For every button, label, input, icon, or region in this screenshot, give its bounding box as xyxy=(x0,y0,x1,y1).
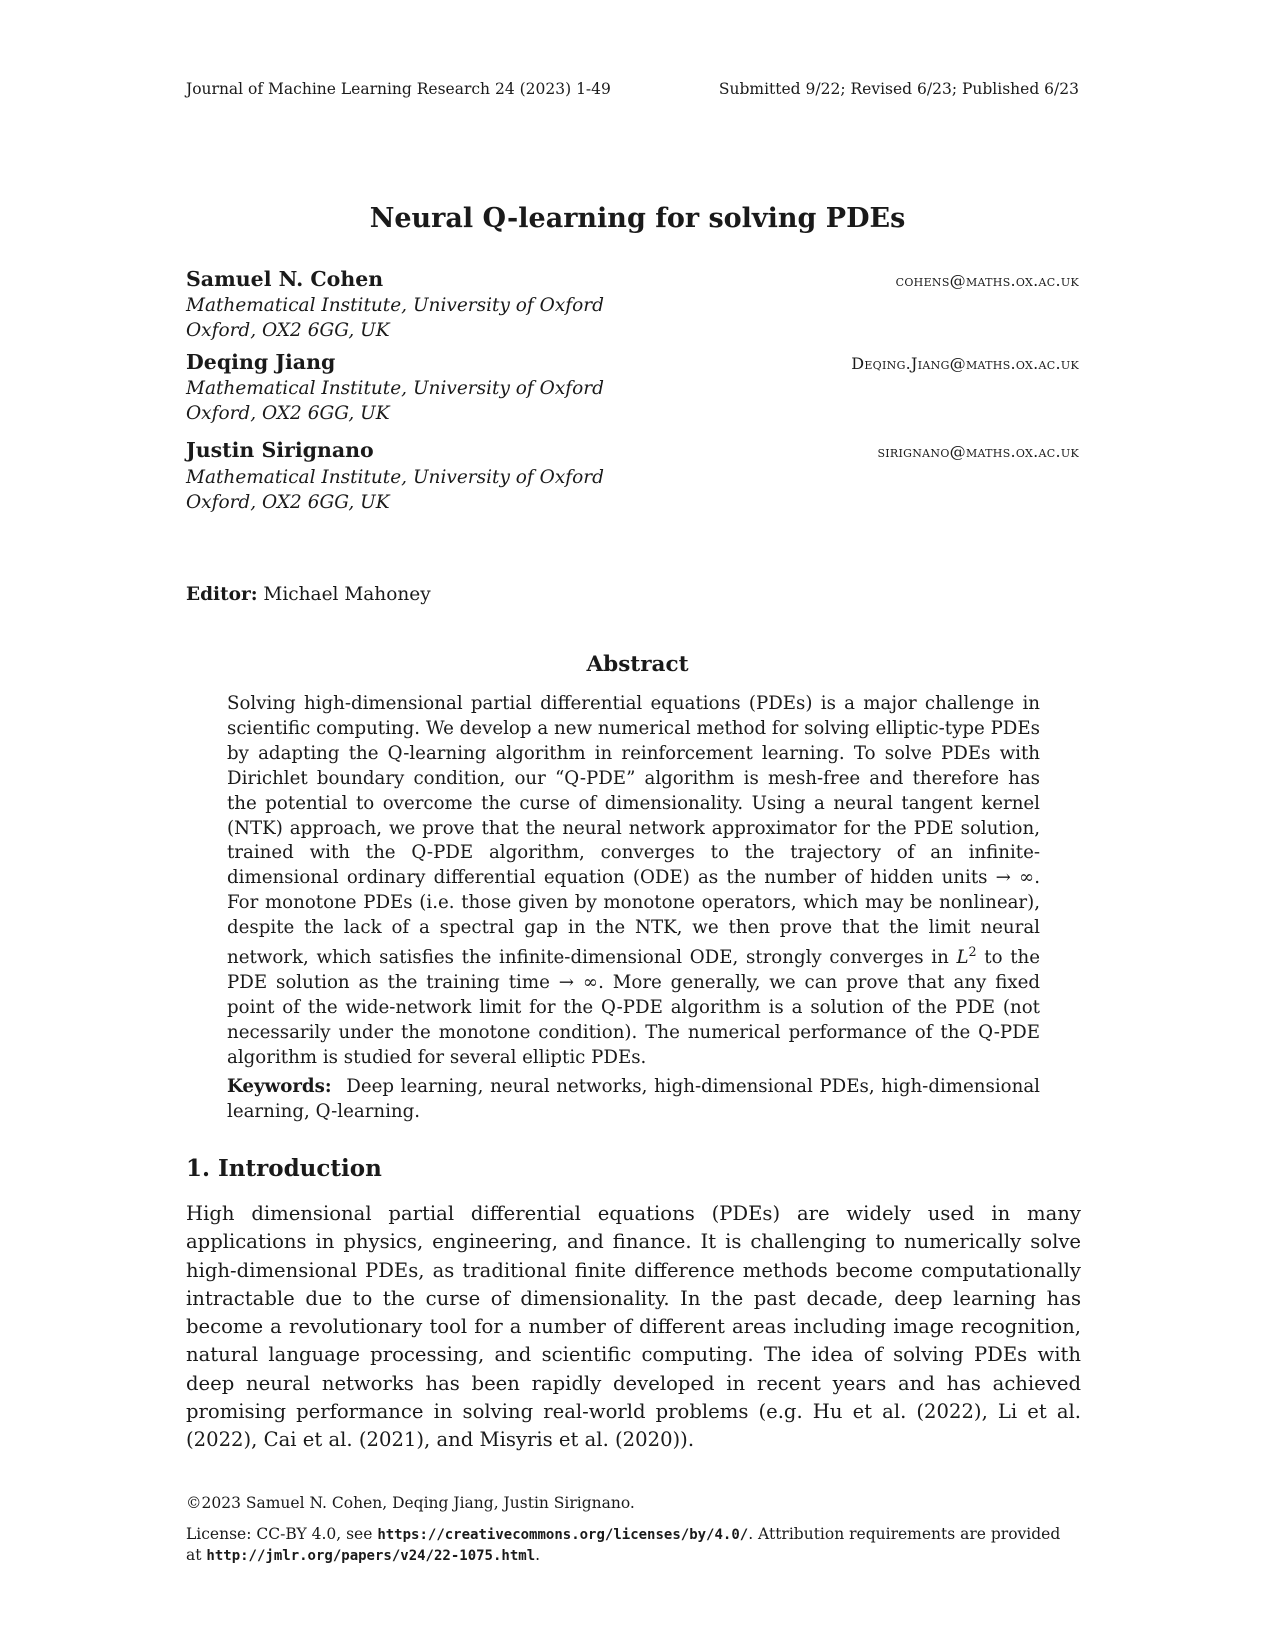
author-name: Justin Sirignano xyxy=(186,438,374,462)
math-symbol: L xyxy=(956,947,969,969)
abstract-text: Solving high-dimensional partial differential equations (PDEs) is a major challenge in scientific computing. We develop a new numerical method for solving elliptic-type PDEs by adapting the Q-learning algorithm in reinforcement learning. To solve PDEs with Dirichlet boundary condition, our “Q-PDE” algorithm is mesh-free and therefore has the potential to overcome the curse of dimensionality. Using a neural tangent kernel (NTK) approach, we prove that the neural network approximator for the PDE solution, trained with the Q-PDE algorithm, converges to the trajectory of an infinite-dimensional ordinary differential equation (ODE) as the number of hidden units → ∞. For monotone PDEs (i.e. those given by monotone operators, which may be nonlinear), despite the lack of a spectral gap in the NTK, we then prove that the limit neural network, which satisfies the infinite-dimensional ODE, strongly converges in xyxy=(227,693,1040,969)
paper-title: Neural Q-learning for solving PDEs xyxy=(369,203,906,234)
author-name: Deqing Jiang xyxy=(186,350,336,374)
keywords-text: Deep learning, neural networks, high-dimensional PDEs, high-dimensional learning, Q-learning. xyxy=(227,1076,1040,1122)
editor-name: Michael Mahoney xyxy=(263,584,431,605)
license-link[interactable]: https://creativecommons.org/licenses/by/4.0/ xyxy=(377,1527,749,1543)
attribution-link[interactable]: http://jmlr.org/papers/v24/22-1075.html xyxy=(206,1548,536,1564)
abstract-title: Abstract xyxy=(586,652,689,677)
introduction-body: High dimensional partial differential equations (PDEs) are widely used in many applications in physics, engineering, and finance. It is challenging to numerically solve high-dimensional PDEs, as traditional finite difference methods become computationally intractable due to the curse of dimensionality. In the past decade, deep learning has become a revolutionary tool for a number of different areas including image recognition, natural language processing, and scientific computing. The idea of solving PDEs with deep neural networks has been rapidly developed in recent years and has achieved promising performance in solving real-world problems (e.g. Hu et al. (2022), Li et al. (2022), Cai et al. (2021), and Misyris et al. (2020)). xyxy=(186,1202,1081,1452)
author-affiliation xyxy=(186,465,604,515)
affiliation-line: Oxford, OX2 6GG, UK xyxy=(186,320,390,341)
section-title: 1. Introduction xyxy=(186,1155,382,1182)
author-affiliation xyxy=(186,293,604,343)
affiliation-line: Mathematical Institute, University of Oxford xyxy=(186,295,604,316)
copyright-notice: ©2023 Samuel N. Cohen, Deqing Jiang, Justin Sirignano. xyxy=(186,1494,635,1512)
keywords xyxy=(227,1075,1040,1125)
affiliation-line: Mathematical Institute, University of Oxford xyxy=(186,378,604,399)
keywords-label: Keywords: xyxy=(227,1076,332,1097)
author-email[interactable]: sirignano@maths.ox.ac.uk xyxy=(877,442,1079,461)
license-text: License: CC-BY 4.0, see xyxy=(186,1525,378,1543)
author-affiliation xyxy=(186,376,604,426)
abstract-text: to the PDE solution as the training time → ∞. More generally, we can prove that any fixed point of the wide-network limit for the Q-PDE algorithm is a solution of the PDE (not necessarily under the monotone condition). The numerical performance of the Q-PDE algorithm is studied for several elliptic PDEs. xyxy=(227,947,1040,1068)
abstract-body xyxy=(227,692,1040,1071)
affiliation-line: Oxford, OX2 6GG, UK xyxy=(186,403,390,424)
journal-header: Journal of Machine Learning Research 24 (2023) 1-49 xyxy=(186,80,611,98)
math-exponent: 2 xyxy=(968,945,977,961)
editor-line xyxy=(186,584,431,605)
editor-label: Editor: xyxy=(186,584,258,605)
author-email[interactable]: cohens@maths.ox.ac.uk xyxy=(895,271,1079,290)
author-email[interactable]: Deqing.Jiang@maths.ox.ac.uk xyxy=(851,354,1079,373)
author-name: Samuel N. Cohen xyxy=(186,267,384,291)
submission-dates: Submitted 9/22; Revised 6/23; Published 6/23 xyxy=(718,80,1079,98)
license-text: . xyxy=(535,1546,541,1564)
license-text: . Attribution requirements are provided at xyxy=(186,1525,1061,1564)
license-notice xyxy=(186,1524,1066,1566)
affiliation-line: Oxford, OX2 6GG, UK xyxy=(186,492,390,513)
affiliation-line: Mathematical Institute, University of Oxford xyxy=(186,467,604,488)
